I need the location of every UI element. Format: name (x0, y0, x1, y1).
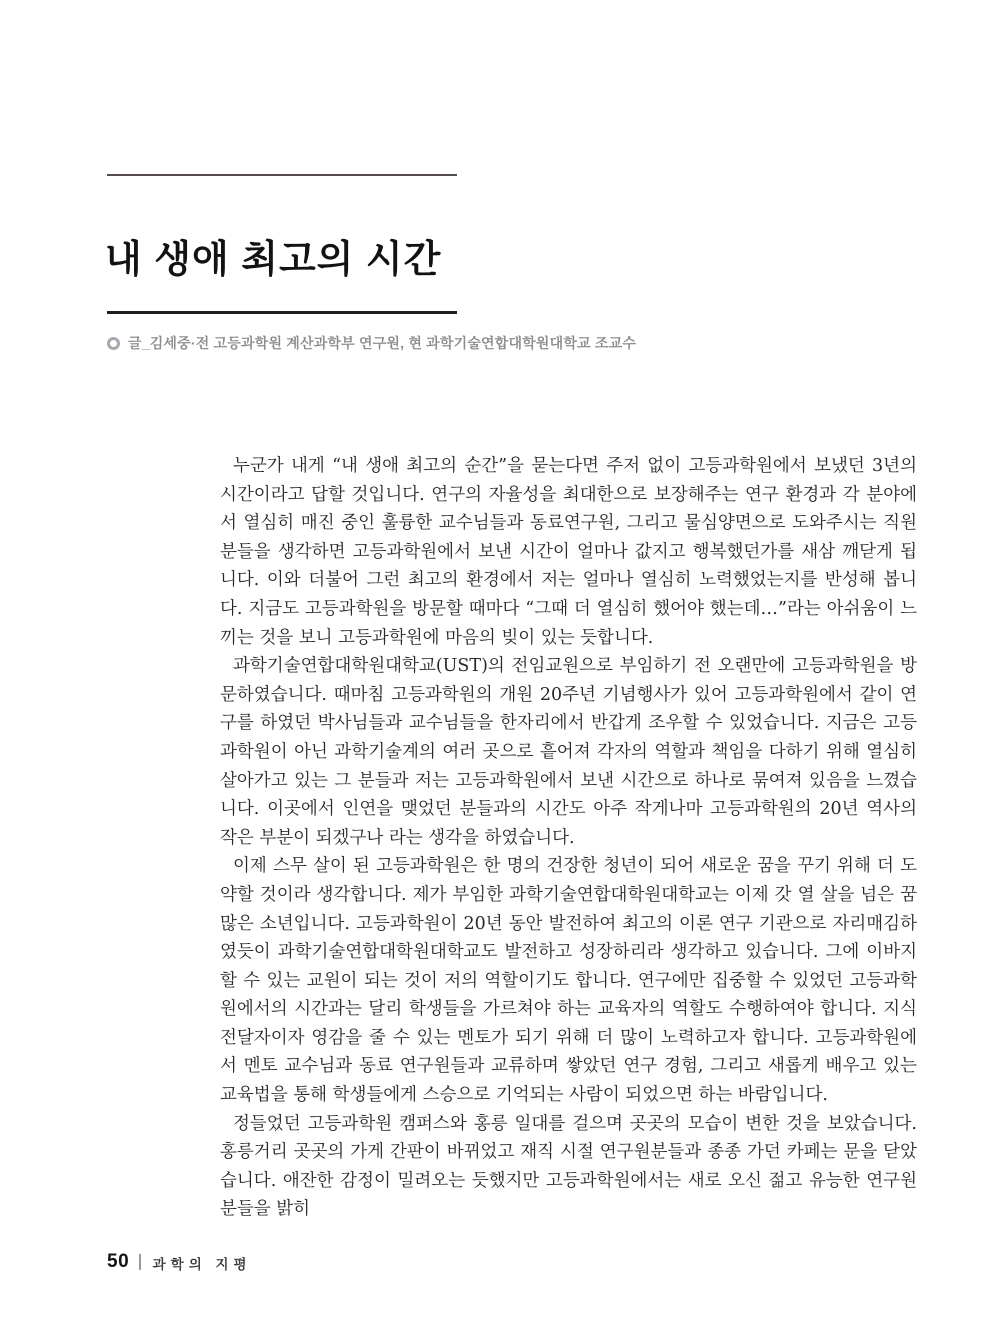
body-paragraph: 이제 스무 살이 된 고등과학원은 한 명의 건장한 청년이 되어 새로운 꿈을 꾸기 위해 더 도약할 것이라 생각합니다. 제가 부임한 과학기술연합대학원대학교는 이제 갓 열 살을 넘은 꿈 많은 소년입니다. 고등과학원이 20년 동안 발전하여 최고의 이론 연구 기관으로 자리매김하였듯이 과학기술연합대학원대학교도 발전하고 성장하리라 생각하고 있습니다. 그에 이바지할 수 있는 교원이 되는 것이 저의 역할이기도 합니다. 연구에만 집중할 수 있었던 고등과학원에서의 시간과는 달리 학생들을 가르쳐야 하는 교육자의 역할도 수행하여야 합니다. 지식 전달자이자 영감을 줄 수 있는 멘토가 되기 위해 더 많이 노력하고자 합니다. 고등과학원에서 멘토 교수님과 동료 연구원들과 교류하며 쌓았던 연구 경험, 그리고 새롭게 배우고 있는 교육법을 통해 학생들에게 스승으로 기억되는 사람이 되었으면 하는 바람입니다. (220, 856, 917, 1106)
body-paragraph: 과학기술연합대학원대학교(UST)의 전임교원으로 부임하기 전 오랜만에 고등과학원을 방문하였습니다. 때마침 고등과학원의 개원 20주년 기념행사가 있어 고등과학원에서 같이 연구를 하였던 박사님들과 교수님들을 한자리에서 반갑게 조우할 수 있었습니다. 지금은 고등과학원이 아닌 과학기술계의 여러 곳으로 흩어져 각자의 역할과 책임을 다하기 위해 열심히 살아가고 있는 그 분들과 저는 고등과학원에서 보낸 시간으로 하나로 묶여져 있음을 느꼈습니다. 이곳에서 인연을 맺었던 분들과의 시간도 아주 작게나마 고등과학원의 20년 역사의 작은 부분이 되겠구나 라는 생각을 하였습니다. (220, 656, 917, 848)
page-footer (107, 1251, 252, 1273)
body-paragraph: 정들었던 고등과학원 캠퍼스와 홍릉 일대를 걸으며 곳곳의 모습이 변한 것을 보았습니다. 홍릉거리 곳곳의 가게 간판이 바뀌었고 재직 시절 연구원분들과 종종 가던 카페는 문을 닫았습니다. 애잔한 감정이 밀려오는 듯했지만 고등과학원에서는 새로 오신 젊고 유능한 연구원분들을 밝히 (220, 1113, 917, 1220)
header-rule-top (107, 174, 457, 176)
body-paragraph: 누군가 내게 “내 생애 최고의 순간”을 묻는다면 주저 없이 고등과학원에서 보냈던 3년의 시간이라고 답할 것입니다. 연구의 자율성을 최대한으로 보장해주는 연구 환경과 각 분야에서 열심히 매진 중인 훌륭한 교수님들과 동료연구원, 그리고 물심양면으로 도와주시는 직원분들을 생각하면 고등과학원에서 보낸 시간이 얼마나 값지고 행복했던가를 새삼 깨닫게 됩니다. 이와 더불어 그런 최고의 환경에서 저는 얼마나 열심히 노력했었는지를 반성해 봅니다. 지금도 고등과학원을 방문할 때마다 “그때 더 열심히 했어야 했는데…”라는 아쉬움이 느끼는 것을 보니 고등과학원에 마음의 빚이 있는 듯합니다. (220, 456, 917, 648)
page-number: 50 (107, 1251, 130, 1272)
header-rule-bottom (107, 311, 457, 314)
footer-separator (139, 1254, 141, 1270)
author-ring-icon (107, 337, 120, 350)
byline (107, 333, 636, 353)
article-title: 내 생애 최고의 시간 (105, 239, 442, 282)
byline-text: 글_김세중·전 고등과학원 계산과학부 연구원, 현 과학기술연합대학원대학교 조교수 (128, 335, 637, 351)
article-body (220, 452, 917, 1224)
journal-title: 과학의 지평 (152, 1257, 252, 1272)
